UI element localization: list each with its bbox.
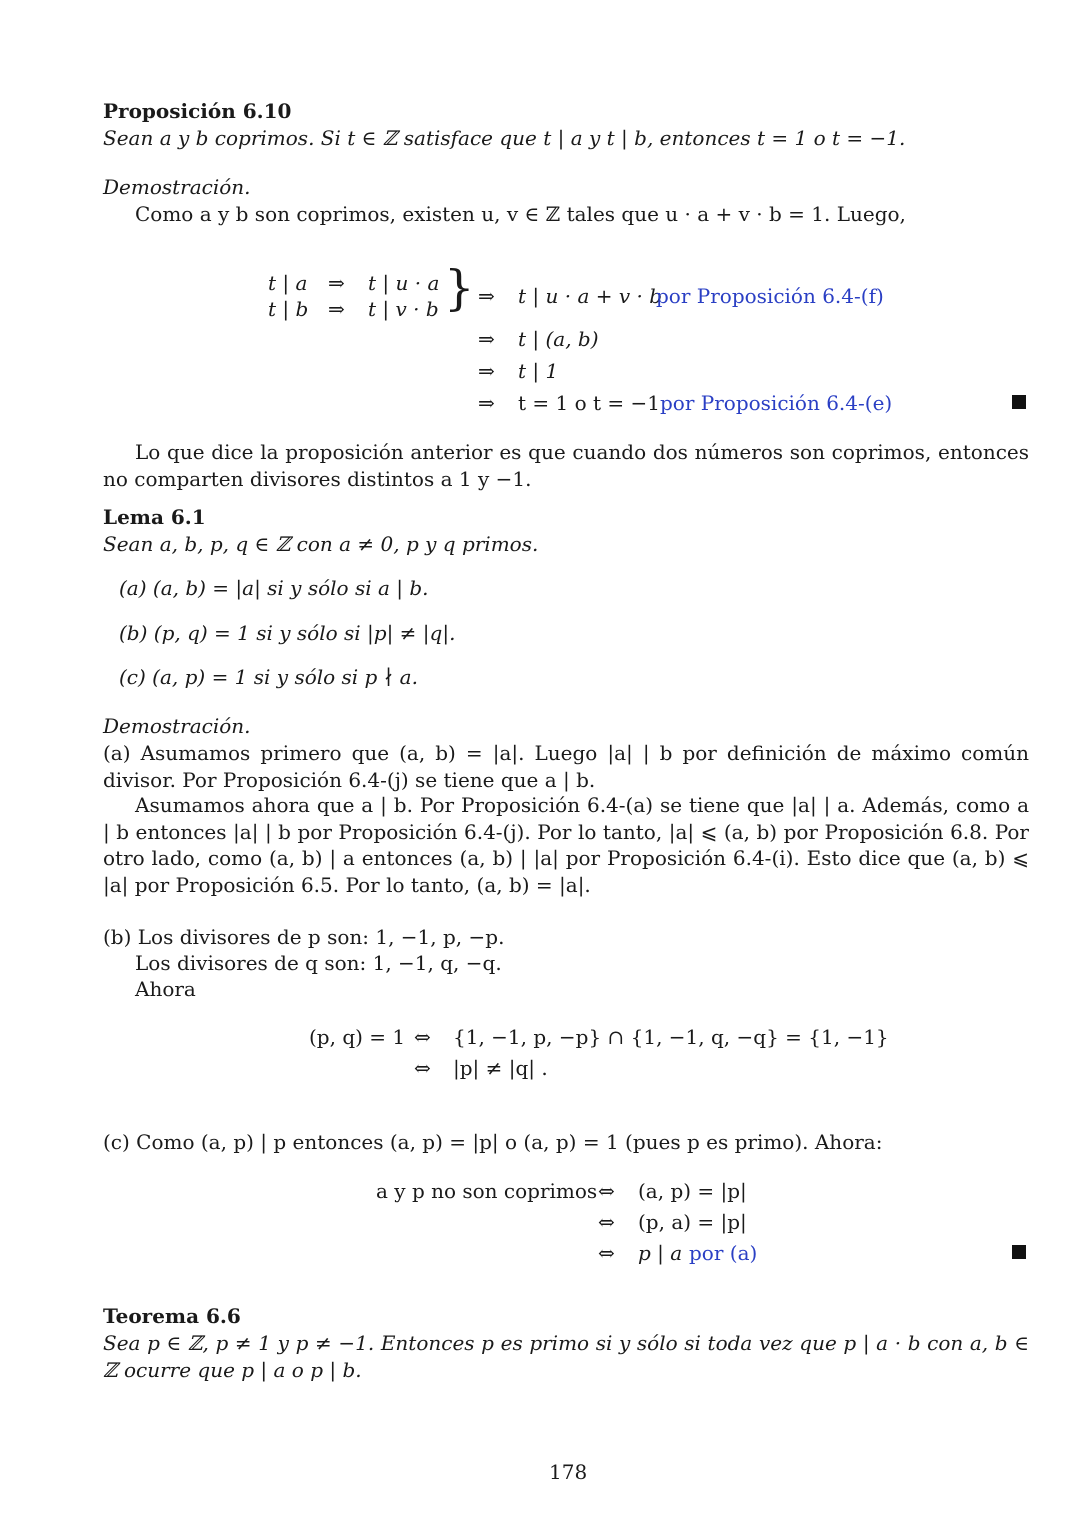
step4-expr: t = 1 o t = −1 (518, 391, 660, 415)
b-eq2-right: |p| ≠ |q| . (453, 1056, 548, 1080)
eq-row1-arrow: ⇒ (328, 271, 345, 295)
step1-ref-link[interactable]: por Proposición 6.4-(f) (656, 284, 884, 308)
eq-row1-left: t | a (268, 271, 308, 295)
c-eq2-arrow: ⇔ (598, 1210, 615, 1234)
step2-expr: t | (a, b) (518, 327, 599, 351)
proof-b-line-3: Ahora (135, 977, 196, 1001)
right-brace: } (444, 260, 475, 316)
page-number: 178 (549, 1460, 588, 1484)
theorem-statement: Sea p ∈ ℤ, p ≠ 1 y p ≠ −1. Entonces p es primo si y sólo si toda vez que p | a · b con a, b ∈ ℤ ocurre que p | a o p | b. (103, 1331, 1029, 1382)
b-eq1-right: {1, −1, p, −p} ∩ {1, −1, q, −q} = {1, −1} (453, 1025, 889, 1049)
eq-row1-right: t | u · a (368, 271, 440, 295)
c-eq3-arrow: ⇔ (598, 1241, 615, 1265)
eq-row2-right: t | v · b (368, 297, 439, 321)
eq-row2-left: t | b (268, 297, 309, 321)
c-eq1-right: (a, p) = |p| (638, 1179, 747, 1203)
lemma-item-b: (b) (p, q) = 1 si y sólo si |p| ≠ |q|. (119, 621, 456, 645)
qed-square (1012, 395, 1026, 409)
lemma-item-a: (a) (a, b) = |a| si y sólo si a | b. (119, 576, 429, 600)
lemma-title: Lema 6.1 (103, 505, 206, 529)
proof-a-paragraph-2: Asumamos ahora que a | b. Por Proposición 6.4-(a) se tiene que |a| | a. Además, como a | b entonces |a| | b por Proposición 6.4-(j). Por lo tanto, |a| ⩽ (a, b) por Proposición 6.8. Por otro lado, como (a, b) | a entonces (a, b) | |a| por Proposición 6.4-(i). Esto dice que (a, b) ⩽ |a| por Proposición 6.5. Por lo tanto, (a, b) = |a|. (103, 793, 1029, 897)
b-eq2-arrow: ⇔ (414, 1056, 431, 1080)
proof-b-line-2: Los divisores de q son: 1, −1, q, −q. (135, 951, 502, 975)
step1-expr: t | u · a + v · b (518, 284, 663, 308)
theorem-title: Teorema 6.6 (103, 1304, 241, 1328)
b-eq1-left: (p, q) = 1 (309, 1025, 406, 1049)
step1-arrow: ⇒ (478, 284, 495, 308)
step4-arrow: ⇒ (478, 391, 495, 415)
proof2-label: Demostración. (103, 714, 251, 738)
proof-intro: Como a y b son coprimos, existen u, v ∈ ℤ tales que u · a + v · b = 1. Luego, (135, 202, 906, 226)
step2-arrow: ⇒ (478, 327, 495, 351)
c-eq1-arrow: ⇔ (598, 1179, 615, 1203)
proposition-statement: Sean a y b coprimos. Si t ∈ ℤ satisface que t | a y t | b, entonces t = 1 o t = −1. (103, 126, 906, 150)
c-eq3-ref-link[interactable]: por (a) (689, 1241, 758, 1265)
step3-arrow: ⇒ (478, 359, 495, 383)
eq-row2-arrow: ⇒ (328, 297, 345, 321)
lemma-statement: Sean a, b, p, q ∈ ℤ con a ≠ 0, p y q primos. (103, 532, 539, 556)
proof-c-line: (c) Como (a, p) | p entonces (a, p) = |p| o (a, p) = 1 (pues p es primo). Ahora: (103, 1130, 883, 1154)
proof-b-line-1: (b) Los divisores de p son: 1, −1, p, −p. (103, 925, 505, 949)
step3-expr: t | 1 (518, 359, 559, 383)
qed-square-2 (1012, 1245, 1026, 1259)
proof-label: Demostración. (103, 175, 251, 199)
remark-paragraph: Lo que dice la proposición anterior es que cuando dos números son coprimos, entonces no comparten divisores distintos a 1 y −1. (103, 440, 1029, 491)
proof-a-paragraph-1: (a) Asumamos primero que (a, b) = |a|. Luego |a| | b por definición de máximo común divisor. Por Proposición 6.4-(j) se tiene que a | b. (103, 741, 1029, 792)
lemma-item-c: (c) (a, p) = 1 si y sólo si p ∤ a. (119, 665, 418, 689)
proposition-title: Proposición 6.10 (103, 99, 292, 123)
c-eq3-right: p | a (638, 1241, 683, 1265)
b-eq1-arrow: ⇔ (414, 1025, 431, 1049)
c-eq1-left: a y p no son coprimos (376, 1179, 598, 1203)
step4-ref-link[interactable]: por Proposición 6.4-(e) (660, 391, 893, 415)
c-eq2-right: (p, a) = |p| (638, 1210, 747, 1234)
